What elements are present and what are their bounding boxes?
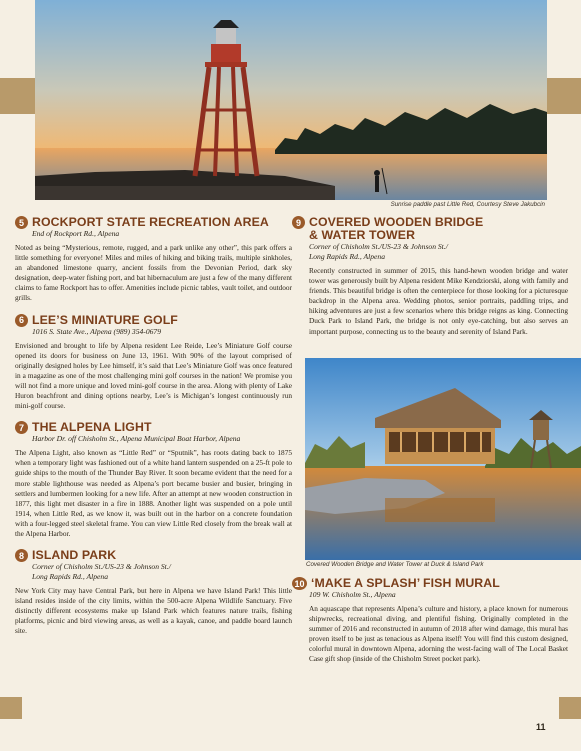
section-title: ISLAND PARK bbox=[32, 548, 117, 563]
section-heading bbox=[15, 314, 292, 327]
section-alpena-light bbox=[15, 421, 292, 539]
section-fish-mural bbox=[292, 577, 568, 665]
section-address-line: Long Rapids Rd., Alpena bbox=[309, 252, 386, 261]
section-body: New York City may have Central Park, but here in Alpena we have Island Park! This little island resides inside of the city limits, within the 500-acre Alpena Wildlife Sanctuary. Five distinctly different ecosystems make up Island Park which features nature trails, fishing platforms, picnic and bird viewing areas, as well as a kayak, canoe, and paddle board launch site. bbox=[15, 586, 292, 636]
section-number-badge: 7 bbox=[15, 421, 28, 434]
section-heading bbox=[292, 577, 568, 590]
section-number-badge: 5 bbox=[15, 216, 28, 229]
section-title: ROCKPORT STATE RECREATION AREA bbox=[32, 215, 269, 229]
section-address: 109 W. Chisholm St., Alpena bbox=[309, 590, 396, 599]
section-heading bbox=[15, 421, 292, 434]
section-body: Envisioned and brought to life by Alpena resident Lee Reide, Lee’s Miniature Golf course opened its doors for business on June 13, 1961. With 90% of the layout comprised of originally designed holes by Lee himself, it’s said that Lee’s Miniature Golf was once featured in a magazine as one of the most challenging mini golf courses in the nation! We promise you will not find a more unique and loved mini-golf course in the area. Along with plenty of Lake Huron beachfront and dining options nearby, Lee’s is Michigan’s longest continuously run mini-golf course. bbox=[15, 340, 292, 411]
section-body: The Alpena Light, also known as “Little Red” or “Sputnik”, has roots dating back to 1875 when a temporary light was fashioned out of a white hand lantern suspended on a 25-ft pole to guide ships to the mouth of the Thunder Bay River. It soon became evident that the need for a more stable lighthouse was needed as Alpena’s port became busier and busier, bringing in settlers and lumbermen looking for a new life. After an attempt at new wooden construction in 1877, this light met disaster in a fire in 1888. Another light was suspended on a pole until 1914, when Little Red, as we know it, was built out in the harbor on a concrete foundation with a four-legged steel skeletal frame. You can view Little Red closely from the break wall at the Alpena Harbor. bbox=[15, 448, 292, 538]
section-address: 1016 S. State Ave., Alpena (989) 354-0679 bbox=[32, 326, 162, 336]
right-column-bottom bbox=[292, 577, 568, 665]
section-rockport bbox=[15, 216, 292, 304]
section-title: ‘MAKE A SPLASH’ FISH MURAL bbox=[311, 576, 500, 590]
section-lees-golf bbox=[15, 314, 292, 412]
section-number-badge: 10 bbox=[292, 577, 307, 590]
section-title: COVERED WOODEN BRIDGE bbox=[309, 215, 484, 229]
right-column-top bbox=[292, 216, 568, 337]
section-heading bbox=[15, 216, 292, 229]
section-address-line: Corner of Chisholm St./US-23 & Johnson St./ bbox=[309, 242, 448, 251]
page-number: 11 bbox=[536, 722, 546, 732]
section-number-badge: 6 bbox=[15, 314, 28, 327]
right-band-bottom bbox=[559, 697, 581, 719]
section-island-park bbox=[15, 549, 292, 636]
section-covered-bridge bbox=[292, 216, 568, 337]
section-address-line: Long Rapids Rd., Alpena bbox=[32, 572, 109, 582]
lighthouse-sunrise-photo bbox=[35, 0, 547, 200]
section-body: Noted as being “Mysterious, remote, rugged, and a park unlike any other”, this park offers a little something for everyone! Miles and miles of hiking and biking trails, multiple sinkholes, an abandoned limestone quarry, ancient fossils from the Devonian Period, dark sky designation, deep-water fishing port, and bat hibernaculum are just a few of the many different claims to fame Rockport has to offer. Amenities include picnic tables, vault toilet, and outdoor grills. bbox=[15, 243, 292, 303]
section-title: LEE’S MINIATURE GOLF bbox=[32, 312, 178, 327]
section-title-line2: & WATER TOWER bbox=[309, 228, 416, 242]
left-band-bottom bbox=[0, 697, 22, 719]
covered-bridge-photo bbox=[305, 358, 581, 560]
mid-photo-caption: Covered Wooden Bridge and Water Tower at Duck & Island Park bbox=[306, 561, 484, 568]
section-address: Harbor Dr. off Chisholm St., Alpena Municipal Boat Harbor, Alpena bbox=[32, 434, 241, 444]
section-body: Recently constructed in summer of 2015, this hand-hewn wooden bridge and water tower was generously built by Alpena resident Mike Kendziorski, along with family and friends. This beautiful bridge is often the centerpiece for those looking for a picturesque backdrop in the Alpena area. Wedding photos, senior portraits, paddling trips, and hiking adventures are just a few scenarios where this bridge reigns as king. Connecting Duck Park to Island Park, the bridge is not only eye-catching, but also serves an important purpose, connecting us to the beauty and serenity of Island Park. bbox=[309, 266, 568, 336]
left-column bbox=[15, 216, 292, 637]
section-address: End of Rockport Rd., Alpena bbox=[32, 229, 120, 238]
section-number-badge: 8 bbox=[15, 549, 28, 562]
section-number-badge: 9 bbox=[292, 216, 305, 229]
left-band-top bbox=[0, 78, 35, 114]
section-body: An aquascape that represents Alpena’s culture and history, a place known for numerous shipwrecks, recreational diving, and plentiful fishing. Originally completed in the summer of 2016 and reconstructed in autumn of 2018 after wind damage, this mural has proven itself to be just as tenacious as Alpena itself! You will find this custom designed, colorful mural in downtown Alpena, adorning the west-facing wall of The Local Basket Case gift shop (inside of the Chisholm Street pocket park). bbox=[309, 604, 568, 664]
section-heading bbox=[15, 549, 292, 562]
right-band-top bbox=[547, 78, 581, 114]
top-photo-caption: Sunrise paddle past Little Red, Courtesy Steve Jakubcin bbox=[390, 201, 545, 208]
section-title: THE ALPENA LIGHT bbox=[32, 420, 152, 435]
section-address-line: Corner of Chisholm St./US-23 & Johnson St./ bbox=[32, 562, 171, 572]
